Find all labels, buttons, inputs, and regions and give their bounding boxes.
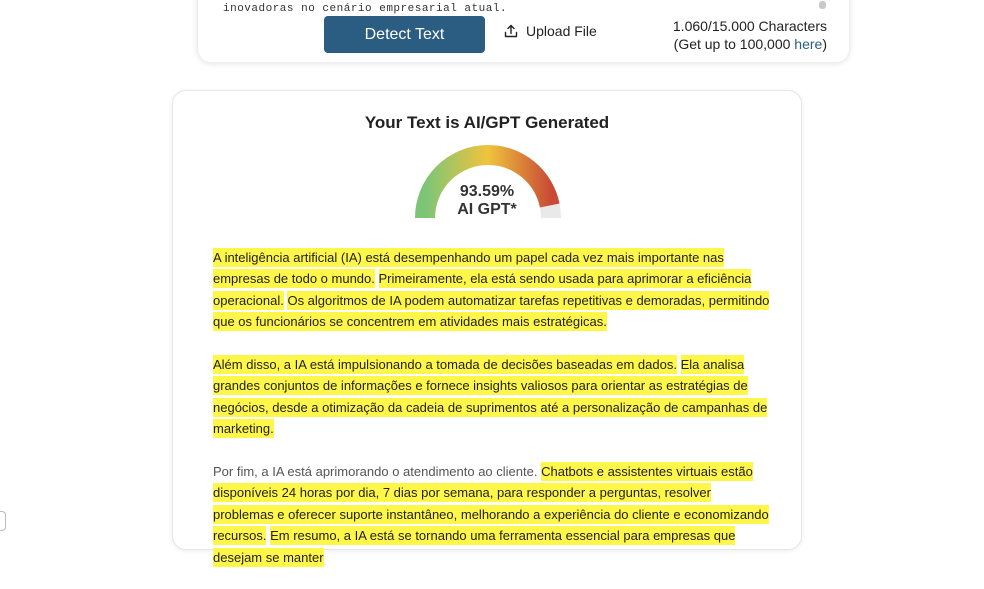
upgrade-link[interactable]: here xyxy=(794,36,823,52)
input-panel xyxy=(197,0,850,63)
upload-file-label: Upload File xyxy=(526,23,597,39)
input-text-snippet[interactable]: inovadoras no cenário empresarial atual. xyxy=(223,3,508,15)
ai-sentence: A inteligência artificial (IA) está desempenhando um papel cada vez mais importante nas empresas de todo o mundo. xyxy=(213,250,724,287)
ai-sentence: Chatbots e assistentes virtuais estão disponíveis 24 horas por dia, 7 dias por semana, para responder a perguntas, resolver problemas e oferecer suporte instantâneo, melhorando a experiência do cliente e economizando recursos. xyxy=(213,464,769,544)
ai-percentage: 93.59% xyxy=(459,183,515,200)
ai-sentence: Além disso, a IA está impulsionando a tomada de decisões baseadas em dados. xyxy=(213,357,677,373)
ai-sentence: Ela analisa grandes conjuntos de informações e fornece insights valiosos para orientar as estratégias de negócios, desde a otimização da cadeia de suprimentos até a personalização de campanhas de marketing. xyxy=(213,357,768,437)
upload-icon xyxy=(503,23,519,39)
gauge-readout xyxy=(173,183,801,219)
text-paragraph xyxy=(213,461,773,568)
upgrade-suffix: ) xyxy=(822,36,827,52)
ai-sentence: Em resumo, a IA está se tornando uma ferramenta essencial para empresas que desejam se manter xyxy=(213,528,736,565)
character-counter xyxy=(673,17,827,53)
upload-file-button[interactable] xyxy=(503,23,597,39)
upgrade-note xyxy=(673,35,827,53)
text-paragraph xyxy=(213,354,773,440)
human-sentence: Por fim, a IA está aprimorando o atendimento ao cliente. xyxy=(213,464,538,480)
character-count: 1.060/15.000 Characters xyxy=(672,18,827,34)
ai-verdict: AI GPT* xyxy=(457,201,517,218)
text-paragraph xyxy=(213,247,773,333)
result-title: Your Text is AI/GPT Generated xyxy=(364,113,610,132)
upgrade-prefix: (Get up to 100,000 xyxy=(673,36,795,52)
human-sentence xyxy=(375,271,379,286)
ai-sentence: Primeiramente, ela está sendo usada para aprimorar a eficiência operacional. xyxy=(213,271,752,308)
result-panel xyxy=(172,90,802,565)
textarea-scrollbar[interactable] xyxy=(819,1,826,9)
side-tab-handle[interactable] xyxy=(0,511,6,531)
analyzed-text xyxy=(213,247,773,589)
detect-text-button[interactable]: Detect Text xyxy=(324,16,485,53)
ai-sentence: Os algoritmos de IA podem automatizar tarefas repetitivas e demoradas, permitindo que os funcionários se concentrem em atividades mais estratégicas. xyxy=(213,292,770,330)
